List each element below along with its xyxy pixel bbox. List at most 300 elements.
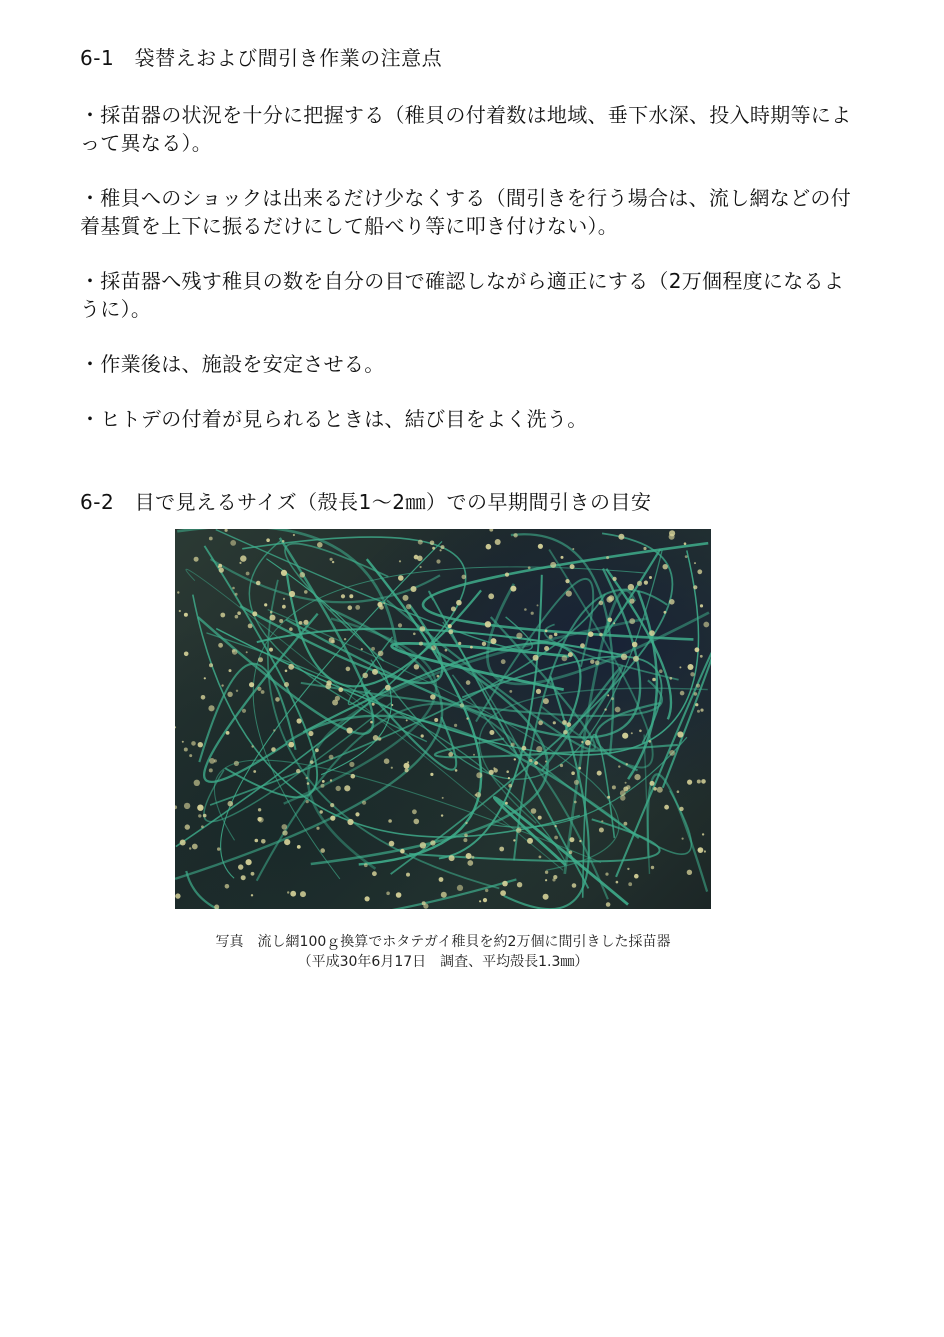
scallop-spat bbox=[565, 579, 569, 583]
scallop-spat bbox=[398, 623, 402, 627]
scallop-spat bbox=[321, 784, 325, 788]
scallop-spat bbox=[534, 761, 538, 765]
scallop-spat bbox=[616, 881, 619, 884]
net-illustration bbox=[175, 529, 711, 909]
scallop-spat bbox=[580, 643, 585, 648]
scallop-spat bbox=[505, 573, 509, 577]
scallop-spat bbox=[696, 684, 700, 688]
scallop-spat bbox=[476, 772, 482, 778]
scallop-spat bbox=[296, 769, 300, 773]
scallop-spat bbox=[308, 731, 313, 736]
scallop-spat bbox=[430, 541, 435, 546]
scallop-spat bbox=[539, 856, 542, 859]
scallop-spat bbox=[284, 682, 289, 687]
scallop-spat bbox=[385, 685, 391, 691]
scallop-spat bbox=[536, 746, 542, 752]
scallop-spat bbox=[297, 718, 302, 723]
scallop-spat bbox=[258, 817, 264, 823]
scallop-spat bbox=[406, 719, 408, 721]
scallop-spat bbox=[330, 816, 335, 821]
scallop-spat bbox=[258, 808, 261, 811]
scallop-spat bbox=[441, 545, 445, 549]
scallop-spat bbox=[568, 652, 573, 657]
scallop-spat bbox=[289, 627, 293, 631]
scallop-spat bbox=[235, 593, 238, 596]
scallop-spat bbox=[465, 822, 467, 824]
scallop-spat bbox=[651, 866, 654, 869]
scallop-spat bbox=[432, 547, 435, 550]
scallop-spat bbox=[258, 657, 263, 662]
scallop-spat bbox=[251, 745, 253, 747]
scallop-spat bbox=[677, 731, 683, 737]
scallop-spat bbox=[585, 740, 591, 746]
scallop-spat bbox=[606, 556, 609, 559]
scallop-spat bbox=[329, 637, 335, 643]
scallop-spat bbox=[680, 691, 685, 696]
scallop-spat bbox=[289, 591, 295, 597]
photo-caption-line-1: 写真 流し網100ｇ換算でホタテガイ稚貝を約2万個に間引きした採苗器 bbox=[215, 934, 671, 950]
scallop-spat bbox=[501, 659, 506, 664]
scallop-spat bbox=[246, 651, 248, 653]
scallop-spat bbox=[329, 755, 334, 760]
scallop-spat bbox=[560, 764, 563, 767]
scallop-spat bbox=[628, 882, 632, 886]
scallop-spat bbox=[325, 683, 331, 689]
scallop-spat bbox=[659, 669, 663, 673]
scallop-spat bbox=[185, 824, 190, 829]
scallop-spat bbox=[510, 586, 516, 592]
scallop-spat bbox=[629, 618, 635, 624]
scallop-spat bbox=[639, 730, 642, 733]
scallop-spat bbox=[622, 733, 628, 739]
scallop-spat bbox=[554, 836, 558, 840]
scallop-spat bbox=[613, 577, 617, 581]
scallop-spat bbox=[464, 834, 468, 838]
scallop-spat bbox=[288, 742, 294, 748]
scallop-spat bbox=[201, 695, 206, 700]
section-1-heading: 6-1 袋替えおよび間引き作業の注意点 bbox=[80, 46, 443, 70]
scallop-spat bbox=[192, 844, 198, 850]
scallop-spat bbox=[621, 654, 627, 660]
scallop-spat bbox=[448, 629, 453, 634]
scallop-spat bbox=[372, 703, 375, 706]
scallop-spat bbox=[403, 595, 409, 601]
scallop-spat bbox=[330, 558, 333, 561]
scallop-spat bbox=[184, 803, 190, 809]
scallop-spat bbox=[237, 611, 241, 615]
scallop-spat bbox=[371, 647, 375, 651]
scallop-spat bbox=[570, 564, 575, 569]
scallop-spat bbox=[563, 730, 568, 735]
scallop-spat bbox=[283, 598, 285, 600]
scallop-spat bbox=[632, 642, 638, 648]
scallop-spat bbox=[545, 630, 548, 633]
scallop-spat bbox=[612, 785, 616, 789]
scallop-spat bbox=[479, 900, 481, 902]
scallop-spat bbox=[538, 544, 543, 549]
photo-caption-line-2: （平成30年6月17日 調査、平均殻長1.3㎜） bbox=[297, 954, 589, 970]
scallop-spat bbox=[697, 780, 701, 784]
scallop-spat bbox=[664, 611, 667, 614]
scallop-spat bbox=[203, 814, 207, 818]
scallop-spat bbox=[349, 762, 354, 767]
scallop-spat bbox=[607, 796, 610, 799]
scallop-spat bbox=[285, 670, 288, 673]
scallop-spat bbox=[419, 642, 423, 646]
scallop-spat bbox=[581, 741, 583, 743]
scallop-spat bbox=[221, 684, 223, 686]
scallop-spat bbox=[189, 754, 192, 757]
scallop-spat bbox=[449, 855, 455, 861]
scallop-spat bbox=[255, 839, 259, 843]
scallop-spat bbox=[653, 787, 657, 791]
scallop-spat bbox=[561, 556, 564, 559]
scallop-spat bbox=[322, 780, 325, 783]
net-photo bbox=[175, 529, 711, 909]
scallop-spat bbox=[430, 840, 435, 845]
scallop-spat bbox=[217, 847, 220, 850]
scallop-spat bbox=[494, 768, 498, 772]
scallop-spat bbox=[189, 847, 191, 849]
scallop-spat bbox=[420, 626, 426, 632]
scallop-spat bbox=[588, 631, 594, 637]
scallop-spat bbox=[552, 878, 555, 881]
scallop-spat bbox=[649, 740, 652, 743]
scallop-spat bbox=[407, 761, 409, 763]
scallop-spat bbox=[218, 564, 222, 568]
scallop-spat bbox=[506, 770, 509, 773]
scallop-spat bbox=[398, 575, 404, 581]
scallop-spat bbox=[445, 649, 448, 652]
scallop-spat bbox=[650, 781, 655, 786]
scallop-spat bbox=[700, 655, 703, 658]
scallop-spat bbox=[355, 605, 360, 610]
scallop-spat bbox=[555, 825, 557, 827]
scallop-spat bbox=[229, 669, 232, 672]
scallop-spat bbox=[644, 581, 648, 585]
scallop-spat bbox=[442, 797, 444, 799]
scallop-spat bbox=[430, 694, 435, 699]
scallop-spat bbox=[634, 874, 639, 879]
scallop-spat bbox=[290, 891, 296, 897]
scallop-spat bbox=[184, 748, 188, 752]
scallop-spat bbox=[643, 547, 646, 550]
scallop-spat bbox=[282, 605, 286, 609]
scallop-spat bbox=[489, 770, 494, 775]
scallop-spat bbox=[538, 720, 543, 725]
scallop-spat bbox=[489, 730, 494, 735]
scallop-spat bbox=[234, 761, 239, 766]
scallop-spat bbox=[300, 572, 306, 578]
scallop-spat bbox=[219, 568, 224, 573]
scallop-spat bbox=[266, 538, 270, 542]
scallop-spat bbox=[685, 555, 688, 558]
scallop-spat bbox=[320, 848, 325, 853]
scallop-spat bbox=[430, 773, 433, 776]
scallop-spat bbox=[528, 566, 531, 569]
scallop-spat bbox=[500, 890, 506, 896]
scallop-spat bbox=[511, 743, 515, 747]
scallop-spat bbox=[257, 687, 261, 691]
scallop-spat bbox=[451, 607, 456, 612]
scallop-spat bbox=[214, 905, 219, 910]
scallop-spat bbox=[684, 542, 687, 545]
scallop-spat bbox=[406, 604, 411, 609]
scallop-spat bbox=[179, 610, 181, 612]
scallop-spat bbox=[332, 700, 338, 706]
scallop-spat bbox=[279, 619, 283, 623]
scallop-spat bbox=[695, 647, 700, 652]
scallop-spat bbox=[330, 779, 332, 781]
scallop-spat bbox=[508, 784, 512, 788]
scallop-spat bbox=[299, 621, 303, 625]
scallop-spat bbox=[466, 853, 472, 859]
scallop-spat bbox=[300, 891, 306, 897]
scallop-spat bbox=[524, 608, 527, 611]
scallop-spat bbox=[516, 633, 522, 639]
scallop-spat bbox=[239, 562, 241, 564]
scallop-spat bbox=[529, 759, 532, 762]
scallop-spat bbox=[537, 604, 539, 606]
scallop-spat bbox=[304, 590, 308, 594]
scallop-spat bbox=[550, 562, 556, 568]
scallop-spat bbox=[652, 678, 656, 682]
scallop-spat bbox=[531, 808, 537, 814]
scallop-spat bbox=[316, 827, 319, 830]
scallop-spat bbox=[517, 882, 522, 887]
scallop-spat bbox=[307, 782, 310, 785]
scallop-spat bbox=[441, 892, 447, 898]
scallop-spat bbox=[502, 881, 508, 887]
scallop-spat bbox=[687, 780, 692, 785]
scallop-spat bbox=[544, 646, 549, 651]
scallop-spat bbox=[698, 849, 701, 852]
scallop-spat bbox=[508, 777, 510, 779]
scallop-spat bbox=[669, 677, 672, 680]
scallop-spat bbox=[629, 599, 634, 604]
scallop-spat bbox=[455, 769, 458, 772]
scallop-spat bbox=[246, 572, 250, 576]
scallop-spat bbox=[197, 805, 203, 811]
scallop-spat bbox=[625, 782, 627, 784]
net-strand bbox=[175, 609, 442, 879]
scallop-spat bbox=[373, 735, 379, 741]
scallop-spat bbox=[574, 780, 579, 785]
scallop-spat bbox=[522, 746, 527, 751]
scallop-spat bbox=[228, 801, 234, 807]
scallop-spat bbox=[457, 885, 463, 891]
scallop-spat bbox=[657, 787, 663, 793]
scallop-spat bbox=[175, 805, 177, 809]
scallop-spat bbox=[628, 584, 634, 590]
scallop-spat bbox=[225, 884, 230, 889]
scallop-spat bbox=[284, 839, 290, 845]
scallop-spat bbox=[351, 774, 356, 779]
scallop-spat bbox=[361, 648, 363, 650]
scallop-spat bbox=[372, 669, 378, 675]
scallop-spat bbox=[702, 833, 704, 835]
scallop-spat bbox=[256, 581, 261, 586]
scallop-spat bbox=[417, 556, 423, 562]
scallop-spat bbox=[180, 840, 186, 846]
scallop-spat bbox=[543, 698, 549, 704]
scallop-spat bbox=[406, 873, 410, 877]
scallop-spat bbox=[454, 724, 457, 727]
scallop-spat bbox=[491, 638, 497, 644]
scallop-spat bbox=[440, 549, 442, 551]
scallop-spat bbox=[664, 805, 669, 810]
scallop-spat bbox=[431, 645, 436, 650]
scallop-spat bbox=[411, 586, 417, 592]
scallop-spat bbox=[620, 790, 626, 796]
scallop-spat bbox=[194, 780, 200, 786]
scallop-spat bbox=[227, 692, 232, 697]
scallop-spat bbox=[282, 540, 285, 543]
scallop-spat bbox=[251, 872, 255, 876]
scallop-spat bbox=[236, 690, 238, 692]
scallop-spat bbox=[599, 601, 604, 606]
scallop-spat bbox=[214, 759, 217, 762]
scallop-spat bbox=[549, 635, 553, 639]
scallop-spat bbox=[281, 570, 287, 576]
scallop-spat bbox=[399, 560, 401, 562]
scallop-spat bbox=[293, 534, 295, 536]
scallop-spat bbox=[566, 722, 571, 727]
scallop-spat bbox=[194, 557, 199, 562]
scallop-spat bbox=[574, 801, 577, 804]
scallop-spat bbox=[514, 758, 516, 760]
scallop-spat bbox=[434, 718, 438, 722]
scallop-spat bbox=[562, 655, 568, 661]
scallop-spat bbox=[572, 548, 574, 550]
scallop-spat bbox=[306, 800, 309, 803]
scallop-spat bbox=[344, 638, 346, 640]
scallop-spat bbox=[230, 540, 236, 546]
scallop-spat bbox=[209, 663, 213, 667]
scallop-spat bbox=[690, 672, 694, 676]
section-2-heading: 6-2 目で見えるサイズ（殻長1～2㎜）での早期間引きの目安 bbox=[80, 490, 652, 514]
scallop-spat bbox=[545, 761, 547, 763]
scallop-spat bbox=[649, 576, 652, 579]
scallop-spat bbox=[569, 837, 574, 842]
scallop-spat bbox=[538, 816, 542, 820]
scallop-spat bbox=[669, 599, 675, 605]
scallop-spat bbox=[412, 809, 417, 814]
scallop-spat bbox=[607, 694, 609, 696]
scallop-spat bbox=[344, 785, 350, 791]
scallop-spat bbox=[421, 734, 424, 737]
scallop-spat bbox=[288, 664, 294, 670]
scallop-spat bbox=[275, 697, 280, 702]
scallop-spat bbox=[448, 752, 453, 757]
scallop-spat bbox=[697, 569, 702, 574]
scallop-spat bbox=[597, 771, 602, 776]
scallop-spat bbox=[697, 710, 700, 713]
scallop-spat bbox=[420, 566, 422, 568]
scallop-spat bbox=[488, 593, 494, 599]
scallop-spat bbox=[679, 666, 681, 668]
bullet-4: ・作業後は、施設を安定させる。 bbox=[80, 352, 385, 376]
scallop-spat bbox=[608, 618, 613, 623]
scallop-spat bbox=[637, 581, 642, 586]
scallop-spat bbox=[282, 830, 287, 835]
scallop-spat bbox=[569, 851, 573, 855]
scallop-spat bbox=[175, 726, 176, 728]
scallop-spat bbox=[695, 703, 698, 706]
scallop-spat bbox=[383, 602, 385, 604]
scallop-spat bbox=[391, 704, 393, 706]
scallop-spat bbox=[175, 893, 180, 898]
scallop-spat bbox=[347, 727, 353, 733]
scallop-spat bbox=[483, 898, 487, 902]
scallop-spat bbox=[448, 624, 452, 628]
scallop-spat bbox=[177, 591, 179, 593]
bullet-2: ・稚貝へのショックは出来るだけ少なくする（間引きを行う場合は、流し網などの付着基質を上下に振るだけにして船べり等に叩き付けない）。 bbox=[80, 186, 851, 238]
scallop-spat bbox=[209, 768, 213, 772]
scallop-spat bbox=[701, 779, 706, 784]
scallop-spat bbox=[463, 838, 467, 842]
scallop-spat bbox=[226, 731, 230, 735]
scallop-spat bbox=[372, 871, 377, 876]
scallop-spat bbox=[579, 840, 581, 842]
scallop-spat bbox=[553, 721, 556, 724]
scallop-spat bbox=[208, 705, 214, 711]
scallop-spat bbox=[241, 875, 246, 880]
scallop-spat bbox=[355, 812, 359, 816]
scallop-spat bbox=[414, 664, 419, 669]
scallop-spat bbox=[536, 689, 541, 694]
scallop-spat bbox=[473, 754, 475, 756]
scallop-spat bbox=[423, 904, 428, 909]
scallop-spat bbox=[649, 630, 655, 636]
scallop-spat bbox=[341, 594, 345, 598]
scallop-spat bbox=[413, 633, 416, 636]
scallop-spat bbox=[700, 709, 703, 712]
scallop-spat bbox=[694, 562, 696, 564]
scallop-spat bbox=[703, 622, 709, 628]
scallop-spat bbox=[249, 682, 254, 687]
scallop-spat bbox=[631, 732, 633, 734]
scallop-spat bbox=[606, 902, 611, 907]
scallop-spat bbox=[694, 692, 698, 696]
scallop-spat bbox=[624, 822, 628, 826]
scallop-spat bbox=[349, 594, 353, 598]
scallop-spat bbox=[282, 824, 288, 830]
scallop-spat bbox=[400, 849, 405, 854]
scallop-spat bbox=[599, 633, 603, 637]
scallop-spat bbox=[347, 819, 353, 825]
scallop-spat bbox=[270, 611, 273, 614]
scallop-spat bbox=[261, 690, 265, 694]
scallop-spat bbox=[317, 542, 323, 548]
scallop-spat bbox=[418, 540, 423, 545]
scallop-spat bbox=[607, 597, 613, 603]
scallop-spat bbox=[261, 839, 266, 844]
scallop-spat bbox=[346, 667, 351, 672]
scallop-spat bbox=[225, 529, 228, 532]
scallop-spat bbox=[362, 801, 366, 805]
scallop-spat bbox=[554, 633, 558, 637]
scallop-spat bbox=[209, 537, 213, 541]
scallop-spat bbox=[253, 770, 256, 773]
scallop-spat bbox=[700, 604, 703, 607]
scallop-spat bbox=[618, 534, 624, 540]
scallop-spat bbox=[389, 841, 395, 847]
scallop-spat bbox=[669, 534, 675, 540]
scallop-spat bbox=[306, 777, 308, 779]
bullet-3: ・採苗器へ残す稚貝の数を自分の目で確認しながら適正にする（2万個程度になるように）。 bbox=[80, 269, 845, 321]
scallop-spat bbox=[439, 877, 444, 882]
